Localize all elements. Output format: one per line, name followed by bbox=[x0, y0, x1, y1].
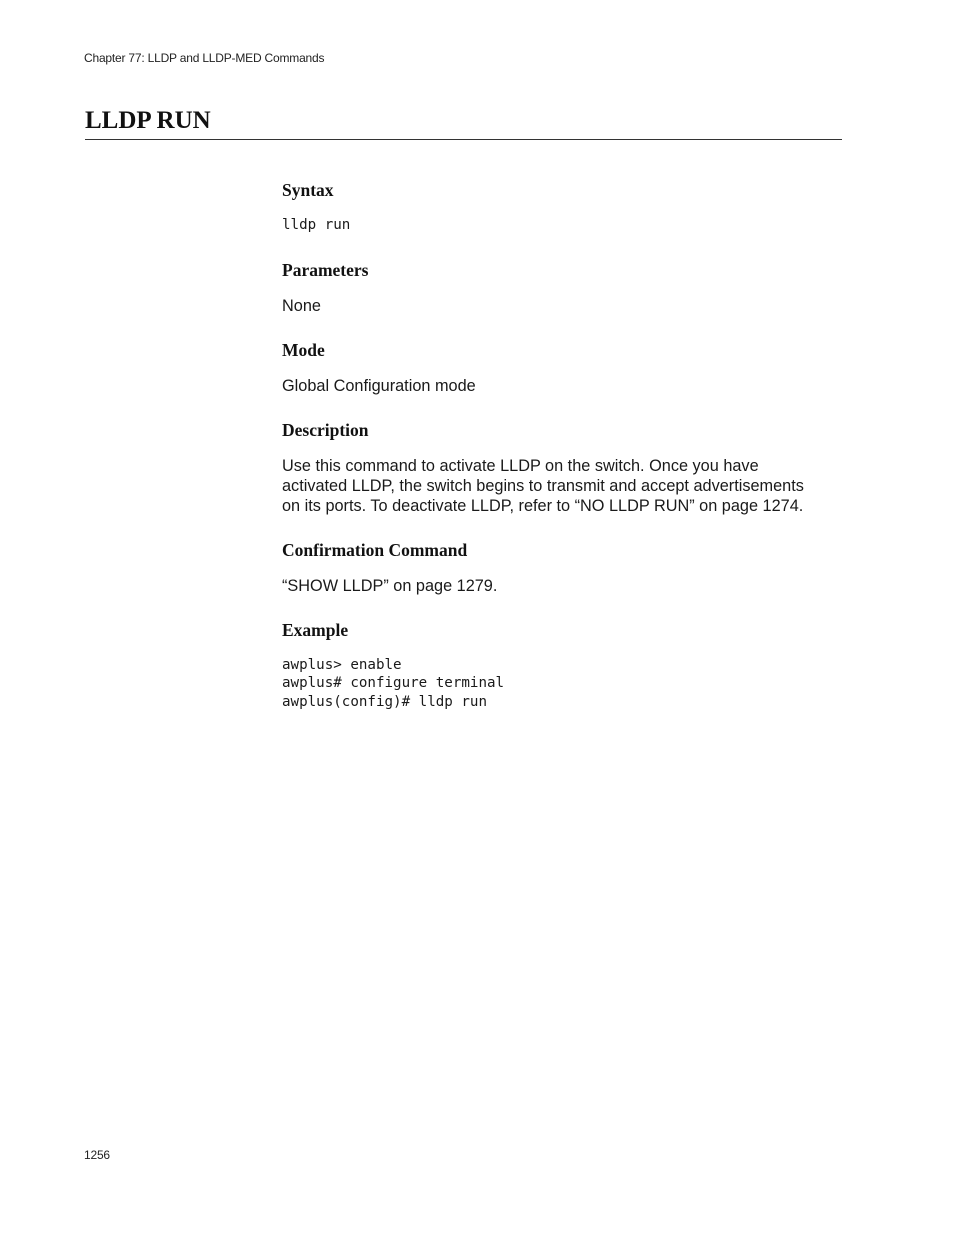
command-reference-body bbox=[282, 178, 852, 711]
description-heading: Description bbox=[282, 419, 369, 440]
parameters-heading: Parameters bbox=[282, 259, 369, 280]
example-code-line: awplus# configure terminal bbox=[282, 675, 505, 691]
parameters-text: None bbox=[282, 296, 321, 315]
mode-heading: Mode bbox=[282, 339, 325, 360]
description-paragraph bbox=[282, 456, 852, 516]
syntax-code: lldp run bbox=[282, 217, 351, 233]
confirmation-command-heading: Confirmation Command bbox=[282, 539, 468, 560]
description-line: activated LLDP, the switch begins to transmit and accept advertisements bbox=[282, 476, 804, 495]
page-title: LLDP RUN bbox=[85, 107, 211, 134]
syntax-heading: Syntax bbox=[282, 180, 334, 200]
confirmation-command-text: “SHOW LLDP” on page 1279. bbox=[282, 576, 498, 595]
example-code-block bbox=[282, 656, 852, 712]
example-heading: Example bbox=[282, 619, 349, 640]
title-divider bbox=[85, 139, 842, 140]
example-code-line: awplus(config)# lldp run bbox=[282, 693, 487, 710]
example-code-line: awplus> enable bbox=[282, 656, 402, 673]
page-number: 1256 bbox=[84, 1148, 110, 1162]
description-line: Use this command to activate LLDP on the switch. Once you have bbox=[282, 456, 759, 475]
mode-text: Global Configuration mode bbox=[282, 376, 476, 395]
running-header: Chapter 77: LLDP and LLDP-MED Commands bbox=[84, 51, 325, 65]
description-line: on its ports. To deactivate LLDP, refer to “NO LLDP RUN” on page 1274. bbox=[282, 496, 804, 515]
